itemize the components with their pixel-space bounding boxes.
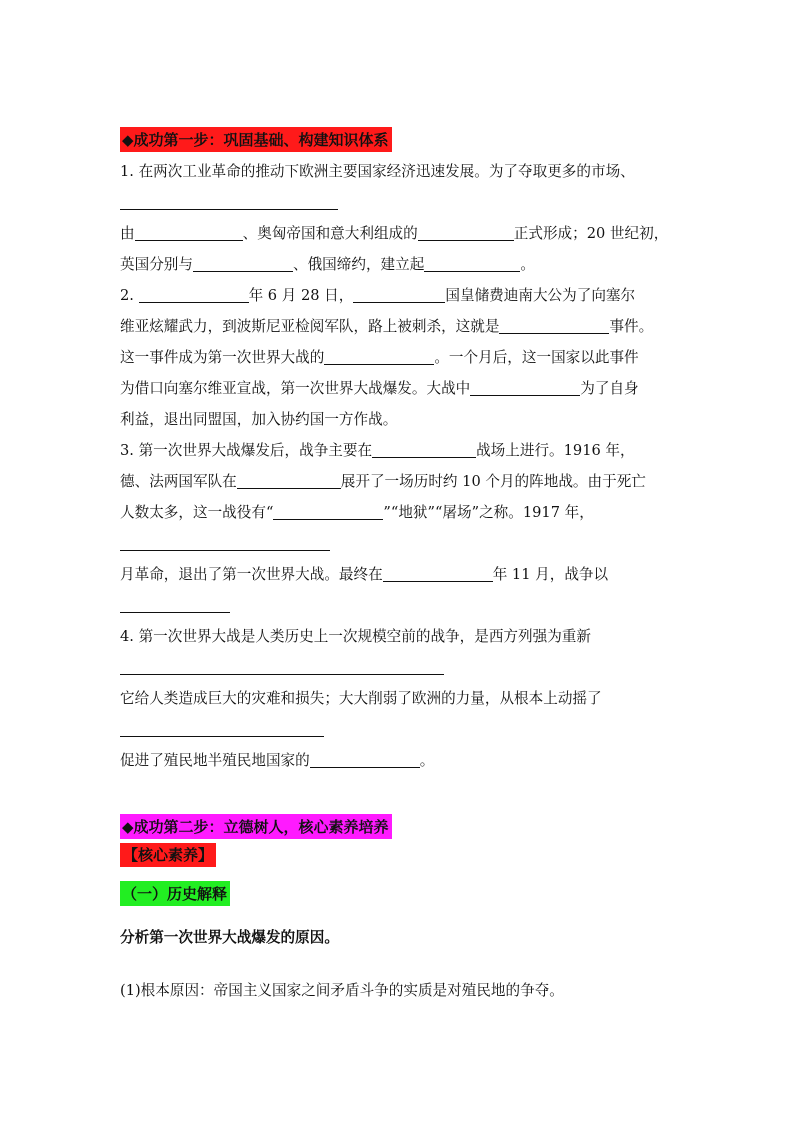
text-segment: 展开了一场历时约 10 个月的阵地战。由于死亡	[340, 473, 646, 490]
q4-line	[120, 714, 680, 745]
text-segment: 德、法两国军队在	[120, 473, 237, 490]
q2-line	[120, 373, 680, 404]
text-segment: 3. 第一次世界大战爆发后，战争主要在	[120, 442, 373, 459]
text-segment: 年 6 月 28 日，	[248, 287, 354, 304]
text-segment: 月革命，退出了第一次世界大战。最终在	[120, 566, 383, 583]
q3-text	[120, 435, 680, 621]
q3-line	[120, 435, 680, 466]
text-segment: 事件。	[609, 318, 654, 335]
fill-in-blank[interactable]	[383, 565, 493, 582]
fill-in-blank[interactable]	[120, 720, 228, 737]
text-segment: 战场上进行。1916 年，	[476, 442, 635, 459]
analysis-answer-1: (1)根本原因：帝国主义国家之间矛盾斗争的实质是对殖民地的争夺。	[120, 982, 564, 999]
fill-in-blank[interactable]	[273, 503, 383, 520]
text-segment: 这一事件成为第一次世界大战的	[120, 349, 325, 366]
text-segment: 促进了殖民地半殖民地国家的	[120, 752, 310, 769]
text-segment: ”“地狱”“屠场”之称。1917 年，	[383, 504, 594, 521]
q2-text	[120, 280, 680, 435]
fill-in-blank[interactable]	[332, 658, 444, 675]
question-2	[120, 280, 680, 435]
q1-line	[120, 187, 680, 218]
fill-in-blank[interactable]	[228, 658, 332, 675]
text-segment: 为借口向塞尔维亚宣战，第一次世界大战爆发。大战中	[120, 380, 471, 397]
analysis-question: 分析第一次世界大战爆发的原因。	[120, 929, 339, 946]
q3-line	[120, 466, 680, 497]
fill-in-blank[interactable]	[120, 193, 224, 210]
section2-heading: ◆成功第二步：立德树人，核心素养培养	[120, 814, 392, 839]
q4-line	[120, 621, 680, 652]
q1-line	[120, 218, 680, 249]
text-segment: 为了自身	[580, 380, 639, 397]
text-segment: 、俄国缔约，建立起	[292, 256, 425, 273]
text-segment: 。	[419, 752, 435, 769]
q2-line	[120, 311, 680, 342]
fill-in-blank[interactable]	[135, 224, 243, 241]
q2-line	[120, 280, 680, 311]
fill-in-blank[interactable]	[372, 441, 476, 458]
text-segment: 国皇储费迪南大公为了向塞尔	[445, 287, 636, 304]
q2-line	[120, 404, 680, 435]
fill-in-blank[interactable]	[353, 286, 445, 303]
fill-in-blank[interactable]	[193, 255, 293, 272]
fill-in-blank[interactable]	[237, 472, 341, 489]
q4-line	[120, 683, 680, 714]
fill-in-blank[interactable]	[120, 658, 228, 675]
text-segment: 利益，退出同盟国，加入协约国一方作战。	[120, 411, 398, 428]
q3-line	[120, 559, 680, 590]
question-4	[120, 621, 680, 776]
question-1	[120, 156, 680, 280]
text-segment: 1. 在两次工业革命的推动下欧洲主要国家经济迅速发展。为了夺取更多的市场、	[120, 163, 635, 180]
q2-line	[120, 342, 680, 373]
q1-line	[120, 156, 680, 187]
q4-line	[120, 745, 680, 776]
fill-in-blank[interactable]	[224, 193, 338, 210]
text-segment: 年 11 月，战争以	[492, 566, 609, 583]
q4-text	[120, 621, 680, 776]
fill-in-blank[interactable]	[120, 596, 230, 613]
text-segment: 维亚炫耀武力，到波斯尼亚检阅军队，路上被刺杀，这就是	[120, 318, 500, 335]
text-segment: 英国分别与	[120, 256, 193, 273]
q4-line	[120, 652, 680, 683]
fill-in-blank[interactable]	[120, 534, 224, 551]
section1-heading: ◆成功第一步：巩固基础、构建知识体系	[120, 127, 392, 152]
text-segment: 人数太多，这一战役有“	[120, 504, 274, 521]
fill-in-blank[interactable]	[228, 720, 324, 737]
question-3	[120, 435, 680, 621]
fill-in-blank[interactable]	[324, 348, 434, 365]
q1-line	[120, 249, 680, 280]
text-segment: 4. 第一次世界大战是人类历史上一次规模空前的战争，是西方列强为重新	[120, 628, 591, 645]
text-segment: 正式形成；20 世纪初，	[513, 225, 669, 242]
fill-in-blank[interactable]	[224, 534, 330, 551]
fill-in-blank[interactable]	[310, 751, 420, 768]
history-interpretation-tag: （一）历史解释	[120, 881, 230, 906]
text-segment: 。	[520, 256, 535, 273]
text-segment: 、奥匈帝国和意大利组成的	[242, 225, 418, 242]
fill-in-blank[interactable]	[139, 286, 249, 303]
core-literacy-tag: 【核心素养】	[120, 843, 216, 867]
text-segment: 它给人类造成巨大的灾难和损失；大大削弱了欧洲的力量，从根本上动摇了	[120, 690, 602, 707]
text-segment: 由	[120, 225, 135, 242]
q1-text	[120, 156, 680, 280]
fill-in-blank[interactable]	[499, 317, 609, 334]
worksheet-page	[120, 127, 680, 1006]
fill-in-blank[interactable]	[418, 224, 514, 241]
fill-in-blank[interactable]	[424, 255, 520, 272]
q3-line	[120, 590, 680, 621]
q3-line	[120, 497, 680, 528]
fill-in-blank[interactable]	[470, 379, 580, 396]
text-segment: 。一个月后，这一国家以此事件	[434, 349, 639, 366]
q3-line	[120, 528, 680, 559]
text-segment: 2.	[120, 287, 139, 304]
